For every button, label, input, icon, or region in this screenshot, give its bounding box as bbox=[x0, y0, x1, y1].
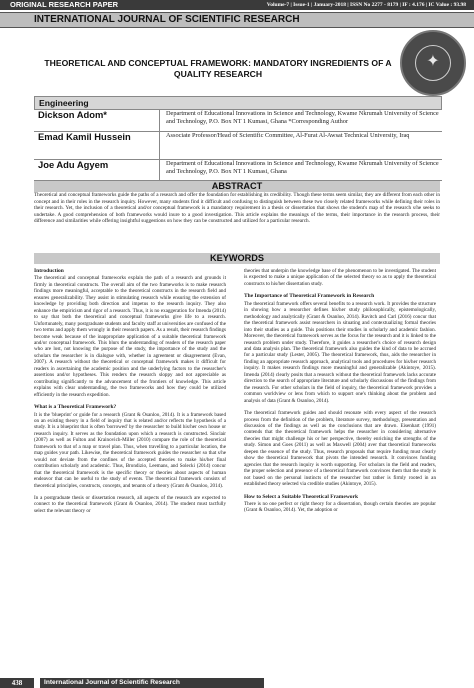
journal-seal-icon bbox=[400, 30, 466, 96]
divider bbox=[159, 131, 160, 159]
section-heading: The Importance of Theoretical Framework in Research bbox=[244, 293, 375, 300]
issue-meta: Volume-7 | Issue-1 | January-2018 | ISSN No 2277 - 8179 | IF : 4.176 | IC Value : 93.98 bbox=[266, 2, 466, 8]
divider bbox=[159, 159, 160, 180]
paper-type-label: ORIGINAL RESEARCH PAPER bbox=[10, 0, 119, 9]
right-column bbox=[244, 268, 436, 520]
footer-journal-name: International Journal of Scientific Research bbox=[40, 678, 264, 688]
author-row bbox=[34, 109, 442, 132]
keywords-heading: KEYWORDS bbox=[34, 253, 440, 264]
subject-label: Engineering bbox=[39, 98, 89, 108]
seal-star-icon: ✦ bbox=[426, 53, 440, 70]
author-name: Joe Adu Agyem bbox=[38, 159, 109, 170]
paragraph: The theoretical and conceptual frameworks explain the path of a research and grounds it firmly in theoretical constructs. The overall aim of the two frameworks is to make research findings more meaningful, acceptable to the theoretical constructs in the research field and ensures generalizability. They assist in stimulating research while ensuring the extension of knowledge by providing both direction and impetus to the research inquiry. They also enhance the empiricism and rigor of a research. Thus, it is no exaggeration for Imenda (2014) to say that both the theoretical and conceptual frameworks give life to a research. Unfortunately, many postgraduate students and faculty staff at universities are confused of the two terms and apply them wrongly in their research papers. As a result, their research findings become weak because of the inappropriate application of a suitable theoretical framework and/or conceptual framework. This blurs the understanding of readers of the research paper who are lost, not knowing the purpose of the study, the importance of the study and the scholars the researcher is in dialogue with, whether in agreement or disagreement (Evan, 2007). A research without the theoretical or conceptual framework makes it difficult for readers in ascertaining the academic position and the underlying factors to the researcher's assertions and/or hypotheses. This renders the research sloppy and not appreciable as contributing significantly to the advancement of the frontiers of knowledge. This article explains with clear understanding, the two frameworks and how they could be utilized efficiently in the research expedition. bbox=[34, 275, 226, 398]
author-name: Emad Kamil Hussein bbox=[38, 131, 131, 142]
left-column bbox=[34, 268, 226, 520]
abstract-text: Theoretical and conceptual frameworks guide the paths of a research and offer the foundation for establishing its credibility. Though these terms seem similar, they are different from each other in concept and in their roles in the research inquiry. However, many students find it difficult and confusing to distinguish between these two closely related frameworks while defining their roles in their research. Yet, the inclusion of a theoretical and/or conceptual framework is a mandatory requirement in a thesis or dissertation that shows the student's map of the research s/he seeks to undertake. A good comprehension of both frameworks would inure to a good investigation. This article explains the meanings of the terms, their importance in the research process, their difference and similarities while offering insightful suggestions on how they can be constructed and utilized for a particular research. bbox=[34, 192, 440, 224]
author-affiliation: Associate Professor/Head of Scientific Committee, Al-Furat Al-Awsat Technical University, Iraq bbox=[166, 132, 410, 139]
top-banner bbox=[0, 0, 474, 10]
subject-bar bbox=[34, 96, 442, 110]
footer bbox=[0, 678, 474, 688]
author-affiliation: Department of Educational Innovations in Science and Technology, Kwame Nkrumah University of Science and Technology, P.O. Box NT 1 Kumasi, Ghana *Corresponding Author bbox=[166, 110, 439, 126]
abstract-heading: ABSTRACT bbox=[34, 181, 440, 192]
paragraph: It is the 'blueprint' or guide for a research (Grant & Osanloo, 2014). It is a framework based on an existing theory in a field of inquiry that is related and/or reflects the hypothesis of a study. It is a blueprint that is often 'borrowed' by the researcher to build his/her own house or research inquiry. It serves as the foundation upon which a research is constructed. Sinclair (2007) as well as Fulton and Krainovich-Miller (2010) compare the role of the theoretical framework to that of a map or travel plan. Thus, when travelling to a particular location, the map guides your path. Likewise, the theoretical framework guides the researcher so that s/he would not deviate from the confines of the accepted theories to make his/her final contribution scholarly and academic. Thus, Brondizio, Leemans, and Solecki (2014) concur that the theoretical framework is the specific theory or theories about aspects of human endeavor that can be useful to the study of events. The theoretical framework consists of theoretical principles, constructs, concepts, and tenants of a theory (Grant & Osanloo, 2014). bbox=[34, 411, 226, 489]
paragraph: The theoretical framework guides and should resonate with every aspect of the research process from the definition of the problem, literature survey, methodology, presentation and discussion of the findings as well as the conclusions that are drawn. Eisenhart (1991) contends that the theoretical framework helps the researcher in considering alternative theories that might challenge his or her perspective, thereby enriching the strengths of the study. Simon and Goes (2011) as well as Maxwell (2004) aver that theoretical frameworks deepen the essence of the study. Thus, research proposals that require funding must clearly show the theoretical framework that pivots the intended research. It convinces funding agencies that the research inquiry is worth supporting. For scholars in the field and readers, the proper selection and presence of a theoretical framework convinces them that the study is not based on the personal instincts of the researcher but rather is firmly rooted in an established theory selected via credible studies (Akintoye, 2015). bbox=[244, 410, 436, 488]
section-heading: Introduction bbox=[34, 268, 64, 274]
paragraph: There is no one perfect or right theory for a dissertation, though certain theories are popular (Grant & Osanloo, 2014). Yet, the adoption or bbox=[244, 500, 436, 514]
paragraph: In a postgraduate thesis or dissertation research, all aspects of the research are expected to connect to the theoretical framework (Grant & Osanloo, 2014). The student must tactfully select the relevant theory or bbox=[34, 494, 226, 514]
page-number: 438 bbox=[0, 678, 34, 688]
journal-name: INTERNATIONAL JOURNAL OF SCIENTIFIC RESEARCH bbox=[34, 14, 300, 25]
paper-title: THEORETICAL AND CONCEPTUAL FRAMEWORK: MANDATORY INGREDIENTS OF A QUALITY RESEARCH bbox=[44, 58, 392, 79]
section-heading: What is a Theoretical Framework? bbox=[34, 404, 117, 411]
author-row bbox=[34, 159, 442, 181]
author-row bbox=[34, 131, 442, 160]
author-affiliation: Department of Educational Innovations in Science and Technology, Kwame Nkrumah University of Science and Technology, P.O. Box NT 1 Kumasi, Ghana bbox=[166, 160, 439, 176]
paragraph: theories that underpin the knowledge base of the phenomenon to be investigated. The student is expected to make a unique application of the selected theory so as to apply the theoretical constructs to his/her dissertation study. bbox=[244, 268, 436, 287]
author-name: Dickson Adom* bbox=[38, 109, 107, 120]
divider bbox=[159, 109, 160, 131]
paragraph: The theoretical framework offers several benefits to a research work. It provides the structure in showing how a researcher defines his/her study philosophically, epistemologically, methodology and analytically (Grant & Osanloo, 2014). Ravitch and Carl (2016) concur that the theoretical framework assist researchers in situating and contextualizing formal theories into their studies as a guide. This positions their studies in scholarly and academic fashion. Moreover, the theoretical framework serves as the focus for the research and it is linked to the research problem under study. Therefore, it guides a researcher's choice of research design and data analysis plan. The theoretical framework also guides the kind of data to be accrued for a particular study (Lester, 2005). The theoretical framework, thus, aids the researcher in finding an appropriate research approach, analytical tools and procedures for his/her research inquiry. It makes research findings more meaningful and generalizable (Akintoye, 2015). Imenda (2014) clearly posits that a research without the theoretical framework lacks accurate direction to the search of appropriate literature and scholarly discussions of the findings from the research. For other scholars in the field of inquiry, the theoretical framework provides a common worldview or lens from which to support one's thinking about the problem and analysis of data (Grant & Osanloo, 2014). bbox=[244, 300, 436, 404]
journal-banner bbox=[0, 12, 474, 28]
section-heading: How to Select a Suitable Theoretical Framework bbox=[244, 493, 359, 500]
